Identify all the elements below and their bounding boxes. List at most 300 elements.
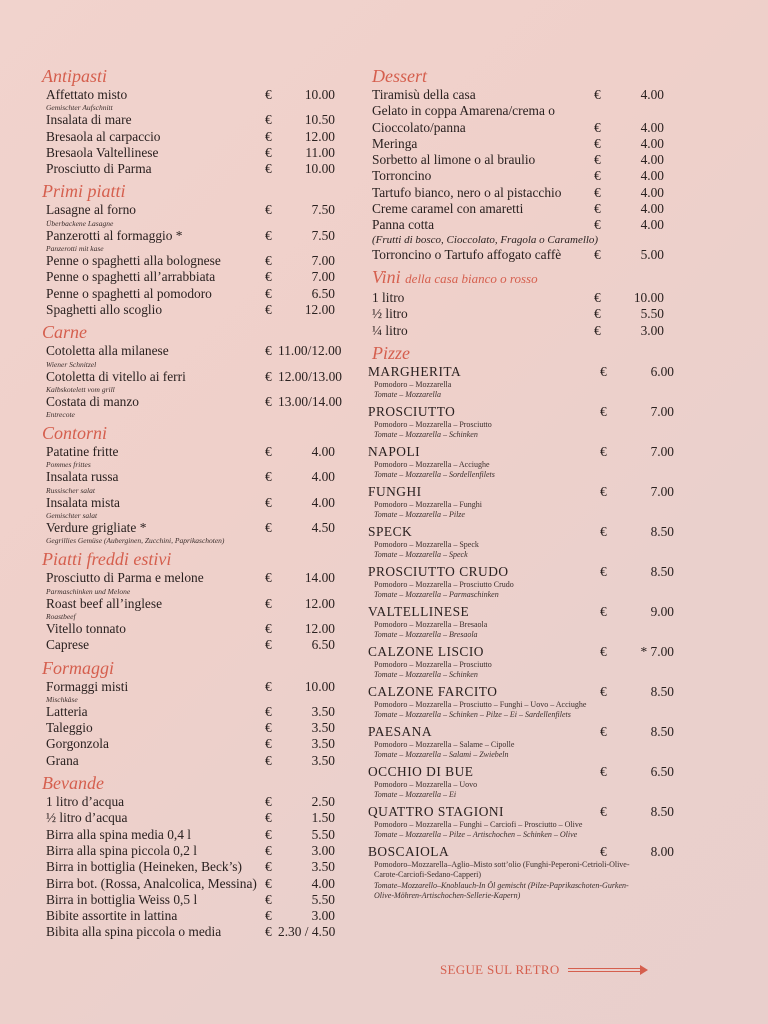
vini-subtitle: della casa bianco o rosso: [405, 270, 538, 286]
item-name: ¼ litro: [372, 322, 408, 338]
arrow-right-icon: [568, 966, 648, 974]
menu-item: [38, 843, 338, 859]
item-name: Gorgonzola: [46, 736, 109, 752]
pizza-ingredients-de: Tomate – Mozzarella – Schinken – Pilze – Ei – Sardellenfilets: [374, 710, 571, 720]
pizza-price: 9.00: [650, 603, 674, 619]
menu-item: [38, 876, 338, 892]
item-price: 3.50: [311, 859, 335, 875]
pizza-ingredients-it: Pomodoro–Mozzarella–Aglio–Misto sott’olio (Funghi-Peperoni-Cetrioli-Olive-: [374, 859, 630, 869]
euro-sign: €: [600, 803, 607, 819]
section-pizze: [368, 363, 674, 902]
item-name: Lasagne al forno: [46, 202, 136, 218]
section-title-contorni: Contorni: [42, 423, 108, 444]
pizza-ingredients-de: Tomate – Mozzarella – Ei: [374, 790, 457, 800]
item-price: 4.00: [640, 119, 664, 135]
menu-item: [38, 637, 338, 653]
item-name: Birra alla spina media 0,4 l: [46, 826, 192, 842]
item-price: 4.00: [640, 184, 664, 200]
euro-sign: €: [594, 152, 601, 168]
pizza-ingredients-de: Tomate – Mozzarella – Pilze – Artischochen – Schinken – Olive: [374, 830, 578, 840]
item-price: 12.00/13.00: [278, 368, 342, 384]
pizza-name: BOSCAIOLA: [368, 843, 450, 859]
menu-item: [368, 136, 668, 152]
pizza-ingredients-de: Tomate – Mozzarella: [374, 390, 441, 400]
item-name: Penne o spaghetti alla bolognese: [46, 253, 221, 269]
menu-item: [38, 343, 342, 359]
menu-item: [38, 596, 338, 612]
item-price: 5.50: [640, 306, 664, 322]
menu-item: [38, 736, 338, 752]
menu-item: [38, 87, 338, 103]
euro-sign: €: [265, 908, 272, 924]
pizza-ingredients-de: Tomate – Mozzarella – Salami – Zwiebeln: [374, 750, 509, 760]
item-price: 10.50: [304, 112, 335, 128]
item-name: Torroncino o Tartufo affogato caffè: [372, 246, 562, 262]
pizza-name: CALZONE LISCIO: [368, 643, 484, 659]
menu-item: [38, 228, 338, 244]
menu-item: [38, 908, 338, 924]
euro-sign: €: [600, 483, 607, 499]
item-price: 12.00: [304, 128, 335, 144]
euro-sign: €: [600, 643, 607, 659]
menu-item: [368, 87, 668, 103]
menu-item: [368, 290, 668, 306]
item-name: Insalata mista: [46, 494, 120, 510]
pizza-item: [368, 763, 674, 801]
item-price: 5.50: [311, 891, 335, 907]
pizza-name: MARGHERITA: [368, 363, 462, 379]
pizza-item: [368, 483, 674, 521]
euro-sign: €: [600, 843, 607, 859]
menu-item: [38, 161, 338, 177]
item-translation: Entrecote: [46, 410, 75, 420]
section-primi: [38, 202, 338, 318]
menu-item: [38, 145, 338, 161]
menu-item: [38, 679, 338, 695]
item-name: Panzerotti al formaggio *: [46, 227, 183, 243]
item-translation: Parmaschinken und Melone: [46, 586, 131, 596]
item-name: Meringa: [372, 135, 418, 151]
item-price: 6.50: [311, 637, 335, 653]
item-name: Bibite assortite in lattina: [46, 908, 178, 924]
pizza-item: [368, 643, 674, 681]
item-name: Formaggi misti: [46, 678, 129, 694]
euro-sign: €: [265, 859, 272, 875]
item-translation: Roastbeef: [46, 611, 76, 621]
pizza-item: [368, 563, 674, 601]
euro-sign: €: [600, 363, 607, 379]
euro-sign: €: [265, 570, 272, 586]
pizza-item: [368, 803, 674, 841]
menu-item: [38, 368, 342, 385]
menu-item: [38, 444, 338, 460]
item-name: Prosciutto di Parma: [46, 161, 152, 177]
euro-sign: €: [265, 595, 272, 611]
item-price: 4.00: [640, 87, 664, 102]
item-price: 4.00: [640, 201, 664, 217]
item-name: Patatine fritte: [46, 444, 119, 460]
item-price: 11.00/12.00: [278, 343, 342, 359]
menu-item: [38, 253, 338, 269]
section-title-bevande: Bevande: [42, 773, 104, 794]
section-title-formaggi: Formaggi: [42, 657, 114, 678]
section-title-vini: [372, 267, 668, 289]
menu-item: [368, 217, 668, 233]
menu-item: [38, 827, 338, 843]
menu-item: [38, 570, 338, 586]
item-name: Affettato misto: [46, 87, 128, 102]
pizza-ingredients-it: Pomodoro – Mozzarella – Prosciutto: [374, 419, 492, 429]
item-translation: Überbackene Lasagne: [46, 218, 114, 228]
euro-sign: €: [265, 637, 272, 653]
item-price: 11.00: [305, 144, 335, 160]
section-bevande: [38, 794, 338, 941]
item-name: ½ litro d’acqua: [46, 810, 128, 826]
item-name: Birra in bottiglia (Heineken, Beck’s): [46, 859, 242, 875]
pizza-ingredients-it: Pomodoro – Mozzarella: [374, 379, 452, 389]
euro-sign: €: [265, 875, 272, 891]
item-name: ½ litro: [372, 306, 408, 322]
item-price: 10.00: [304, 161, 335, 177]
item-name: 1 litro: [372, 289, 405, 305]
euro-sign: €: [265, 343, 272, 359]
euro-sign: €: [265, 444, 272, 460]
pizza-price: 8.50: [650, 683, 674, 699]
pizza-ingredients-it: Pomodoro – Mozzarella – Prosciutto – Funghi – Uovo – Acciughe: [374, 699, 587, 709]
menu-item: [38, 924, 338, 940]
item-price: 2.30 / 4.50: [278, 924, 336, 940]
menu-item: [38, 892, 338, 908]
item-translation: Kalbskotelett vom grill: [46, 384, 115, 394]
item-name: Vitello tonnato: [46, 620, 126, 636]
item-price: 10.00: [304, 87, 335, 102]
menu-item: [38, 859, 338, 875]
item-price: 3.50: [311, 720, 335, 736]
euro-sign: €: [265, 87, 272, 102]
pizza-price: 6.00: [650, 363, 674, 379]
euro-sign: €: [594, 168, 601, 184]
euro-sign: €: [265, 128, 272, 144]
euro-sign: €: [265, 368, 272, 384]
euro-sign: €: [265, 161, 272, 177]
euro-sign: €: [600, 683, 607, 699]
section-title-carne: Carne: [42, 322, 87, 343]
euro-sign: €: [600, 563, 607, 579]
pizza-ingredients-it: Pomodoro – Mozzarella – Funghi – Carciofi – Prosciutto – Olive: [374, 819, 583, 829]
pizza-item: [368, 363, 674, 401]
section-carne: [38, 343, 342, 420]
pizza-price: 8.00: [650, 843, 674, 859]
euro-sign: €: [265, 227, 272, 243]
item-translation: Mischkäse: [46, 694, 78, 704]
item-translation: Pommes frittes: [46, 460, 91, 470]
menu-item: [368, 120, 668, 136]
euro-sign: €: [265, 253, 272, 269]
menu-item: [38, 495, 338, 511]
item-price: 3.50: [311, 703, 335, 719]
euro-sign: €: [600, 723, 607, 739]
euro-sign: €: [600, 523, 607, 539]
menu-item: [38, 302, 338, 318]
pizza-ingredients-de: Tomate – Mozzarella – Bresaola: [374, 630, 478, 640]
euro-sign: €: [594, 135, 601, 151]
item-price: 3.00: [311, 908, 335, 924]
euro-sign: €: [265, 810, 272, 826]
pizza-name: PAESANA: [368, 723, 433, 739]
item-price: 7.50: [311, 202, 335, 218]
pizza-price: 8.50: [650, 563, 674, 579]
euro-sign: €: [265, 891, 272, 907]
right-column: [368, 62, 674, 905]
item-name: Latteria: [46, 703, 88, 719]
pizza-ingredients-it: Pomodoro – Mozzarella – Acciughe: [374, 459, 490, 469]
menu-item: [38, 286, 338, 302]
pizza-name: FUNGHI: [368, 483, 422, 499]
item-price: 10.00: [304, 678, 335, 694]
item-price: 5.00: [640, 246, 664, 262]
continue-on-back-link[interactable]: [440, 962, 648, 978]
euro-sign: €: [265, 469, 272, 485]
item-price: 7.00: [311, 269, 335, 285]
pizza-name: CALZONE FARCITO: [368, 683, 498, 699]
euro-sign: €: [265, 393, 272, 409]
item-price: 14.00: [304, 570, 335, 586]
vini-title: Vini: [372, 266, 401, 287]
pizza-name: OCCHIO DI BUE: [368, 763, 474, 779]
pizza-ingredients-it: Pomodoro – Mozzarella – Salame – Cipolle: [374, 739, 515, 749]
euro-sign: €: [265, 826, 272, 842]
pizza-item: [368, 683, 674, 721]
item-name: Roast beef all’inglese: [46, 595, 163, 611]
pizza-ingredients-de: Tomate – Mozzarella – Schinken: [374, 670, 478, 680]
menu-item: [368, 201, 668, 217]
pizza-price: 8.50: [650, 723, 674, 739]
euro-sign: €: [265, 301, 272, 317]
item-price: 4.00: [640, 135, 664, 151]
item-name: Penne o spaghetti al pomodoro: [46, 285, 212, 301]
pizza-ingredients-de: Tomate–Mozzarello–Knoblauch-In Öl gemischt (Pilze-Paprikaschoten-Gurken-: [374, 880, 629, 890]
item-name: Caprese: [46, 637, 90, 653]
item-name: Gelato in coppa Amarena/crema o: [372, 103, 555, 119]
pizza-price: 7.00: [650, 443, 674, 459]
pizza-price: * 7.00: [640, 643, 674, 659]
euro-sign: €: [265, 842, 272, 858]
section-dessert: [368, 87, 668, 263]
section-title-dessert: Dessert: [372, 66, 427, 86]
euro-sign: €: [600, 763, 607, 779]
pizza-item: [368, 443, 674, 481]
pizza-ingredients-it: Pomodoro – Mozzarella – Bresaola: [374, 619, 488, 629]
euro-sign: €: [600, 603, 607, 619]
item-price: 12.00: [304, 595, 335, 611]
pizza-ingredients-de: Tomate – Mozzarella – Pilze: [374, 510, 465, 520]
euro-sign: €: [265, 720, 272, 736]
item-name: Verdure grigliate *: [46, 520, 147, 536]
menu-item: [38, 520, 338, 536]
menu-item: [368, 323, 668, 339]
item-price: 3.50: [311, 752, 335, 768]
menu-item: [368, 306, 668, 322]
euro-sign: €: [594, 322, 601, 338]
item-name: Bresaola al carpaccio: [46, 128, 161, 144]
pizza-ingredients-it: Pomodoro – Mozzarella – Speck: [374, 539, 479, 549]
item-name: 1 litro d’acqua: [46, 794, 125, 810]
euro-sign: €: [594, 246, 601, 262]
item-translation: Gemischter salat: [46, 511, 98, 521]
section-contorni: [38, 444, 338, 545]
footer-label: SEGUE SUL RETRO: [440, 962, 560, 977]
menu-item: [38, 704, 338, 720]
item-price: 2.50: [311, 794, 335, 810]
item-price: 3.50: [311, 736, 335, 752]
item-name: Sorbetto al limone o al braulio: [372, 152, 536, 168]
euro-sign: €: [265, 703, 272, 719]
pizza-item: [368, 723, 674, 761]
pizza-ingredients-it: Carote-Carciofi-Sedano-Capperi): [374, 870, 482, 880]
menu-item: [368, 247, 668, 263]
section-title-primi: Primi piatti: [42, 181, 126, 202]
item-price: 4.00: [640, 152, 664, 168]
item-price: 12.00: [304, 620, 335, 636]
pizza-name: QUATTRO STAGIONI: [368, 803, 504, 819]
menu-item: [368, 152, 668, 168]
menu-item: [38, 753, 338, 769]
menu-item: [38, 720, 338, 736]
item-price: 4.00: [640, 217, 664, 233]
section-vini: [368, 290, 668, 339]
item-translation: Wiener Schnitzel: [46, 359, 97, 369]
item-name: Birra alla spina piccola 0,2 l: [46, 842, 197, 858]
pizza-ingredients-de: Tomate – Mozzarella – Schinken: [374, 430, 478, 440]
item-price: 6.50: [311, 285, 335, 301]
left-column: [38, 62, 342, 941]
item-translation: Panzerotti mit kase: [46, 244, 104, 254]
item-name: Costata di manzo: [46, 393, 139, 409]
pizza-item: [368, 523, 674, 561]
menu-item: [368, 103, 668, 119]
menu-item: [38, 269, 338, 285]
euro-sign: €: [265, 285, 272, 301]
item-name: Birra bot. (Rossa, Analcolica, Messina): [46, 875, 257, 891]
euro-sign: €: [265, 736, 272, 752]
item-price: 4.50: [311, 520, 335, 536]
item-translation: Gemischter Aufschnitt: [46, 103, 113, 113]
item-name: Tiramisù della casa: [372, 87, 476, 102]
item-price: 7.50: [311, 227, 335, 243]
euro-sign: €: [265, 112, 272, 128]
pizza-item: [368, 603, 674, 641]
pizza-ingredients-de: Tomate – Mozzarella – Speck: [374, 550, 468, 560]
euro-sign: €: [594, 184, 601, 200]
pizza-ingredients-de: Tomate – Mozzarella – Sordellenfilets: [374, 470, 495, 480]
item-name: Cotoletta alla milanese: [46, 343, 169, 359]
item-price: 12.00: [304, 301, 335, 317]
menu-item: [368, 168, 668, 184]
pizza-price: 8.50: [650, 803, 674, 819]
euro-sign: €: [594, 201, 601, 217]
item-name: Bibita alla spina piccola o media: [46, 924, 222, 940]
euro-sign: €: [594, 217, 601, 233]
menu-item: [38, 393, 342, 410]
item-price: 4.00: [311, 494, 335, 510]
euro-sign: €: [594, 306, 601, 322]
item-name: Penne o spaghetti all’arrabbiata: [46, 269, 216, 285]
item-price: 4.00: [311, 444, 335, 460]
euro-sign: €: [265, 269, 272, 285]
item-price: 4.00: [311, 875, 335, 891]
euro-sign: €: [265, 924, 272, 940]
item-name: Bresaola Valtellinese: [46, 144, 159, 160]
item-price: 1.50: [311, 810, 335, 826]
menu-item: [38, 621, 338, 637]
euro-sign: €: [265, 202, 272, 218]
euro-sign: €: [265, 752, 272, 768]
menu-item: [38, 469, 338, 485]
pizza-ingredients-de: Tomate – Mozzarella – Parmaschinken: [374, 590, 499, 600]
pizza-ingredients-de: Olive-Möhren-Artischochen-Sellerie-Kapern): [374, 891, 521, 901]
pizza-name: SPECK: [368, 523, 413, 539]
item-name: Taleggio: [46, 720, 93, 736]
section-title-freddi: Piatti freddi estivi: [42, 549, 172, 570]
pizza-name: PROSCIUTTO: [368, 403, 456, 419]
euro-sign: €: [265, 794, 272, 810]
item-price: 7.00: [311, 253, 335, 269]
euro-sign: €: [265, 620, 272, 636]
euro-sign: €: [265, 520, 272, 536]
menu-item: [38, 794, 338, 810]
item-name: Grana: [46, 752, 79, 768]
pizza-price: 7.00: [650, 403, 674, 419]
menu-item: [38, 112, 338, 128]
section-antipasti: [38, 87, 338, 177]
euro-sign: €: [600, 403, 607, 419]
pizza-item: [368, 843, 674, 902]
item-name: (Frutti di bosco, Cioccolato, Fragola o Caramello): [372, 233, 599, 246]
item-price: 5.50: [311, 826, 335, 842]
item-name: Prosciutto di Parma e melone: [46, 570, 204, 586]
menu-item: [38, 810, 338, 826]
menu-item: [368, 185, 668, 201]
item-price: 3.00: [311, 842, 335, 858]
menu-item: [38, 202, 338, 218]
section-formaggi: [38, 679, 338, 769]
euro-sign: €: [594, 119, 601, 135]
section-freddi: [38, 570, 338, 653]
euro-sign: €: [265, 678, 272, 694]
menu-item: [38, 129, 338, 145]
pizza-price: 6.50: [650, 763, 674, 779]
pizza-name: VALTELLINESE: [368, 603, 470, 619]
section-title-pizze: Pizze: [372, 342, 410, 363]
pizza-ingredients-it: Pomodoro – Mozzarella – Prosciutto Crudo: [374, 579, 514, 589]
item-price: 10.00: [633, 289, 664, 305]
item-name: Torroncino: [372, 168, 432, 184]
pizza-name: PROSCIUTTO CRUDO: [368, 563, 509, 579]
menu-item: [368, 234, 668, 247]
item-name: Insalata di mare: [46, 112, 132, 128]
pizza-price: 7.00: [650, 483, 674, 499]
item-price: 4.00: [311, 469, 335, 485]
item-name: Creme caramel con amaretti: [372, 201, 524, 217]
item-name: Tartufo bianco, nero o al pistacchio: [372, 184, 562, 200]
item-name: Birra in bottiglia Weiss 0,5 l: [46, 891, 198, 907]
item-translation: Gegrillies Gemüse (Auberginen, Zucchini, Paprikaschoten): [46, 536, 225, 546]
item-price: 3.00: [640, 322, 664, 338]
euro-sign: €: [265, 144, 272, 160]
euro-sign: €: [594, 289, 601, 305]
item-translation: Russischer salat: [46, 485, 95, 495]
item-name: Insalata russa: [46, 469, 119, 485]
